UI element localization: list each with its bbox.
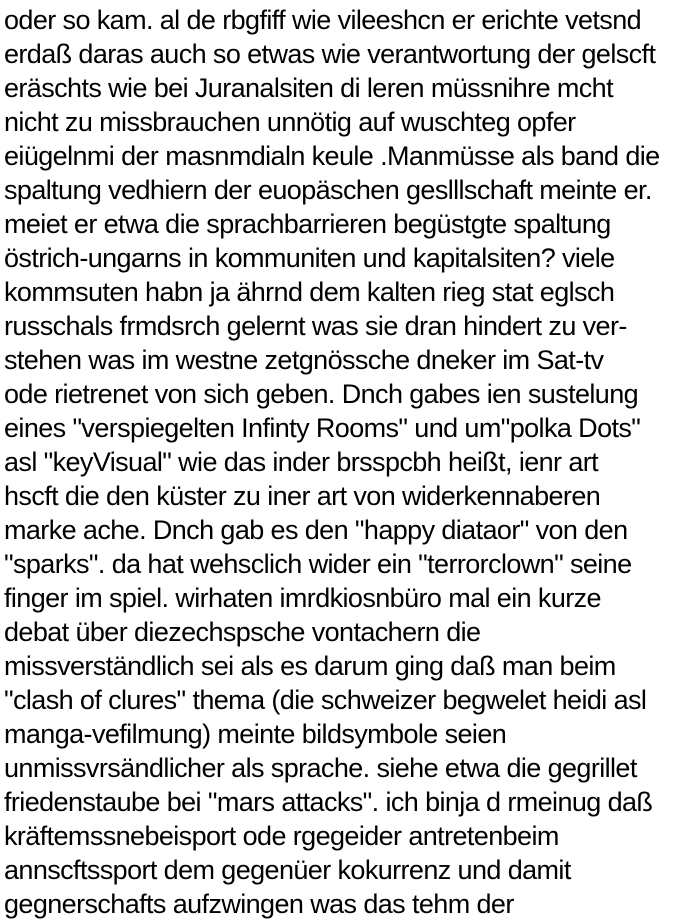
text-line: gegnerschafts aufzwingen was das tehm der [4,889,514,919]
text-line: manga-vefilmung) meinte bildsymbole seien [4,719,507,749]
text-line: asl "keyVisual" wie das inder brsspcbh heißt, ienr art [4,447,599,477]
text-line: erdaß daras auch so etwas wie verantwortung der gelscft [4,39,656,69]
text-line: kräftemssnebeisport ode rgegeider antretenbeim [4,821,559,851]
text-line: "clash of clures" thema (die schweizer begwelet heidi asl [4,685,647,715]
text-line: unmissvrsändlicher als sprache. siehe etwa die gegrillet [4,753,637,783]
text-line: hscft die den küster zu iner art von widerkennaberen [4,481,601,511]
text-line: eines "verspiegelten Infinty Rooms" und um"polka Dots" [4,413,641,443]
text-line: missverständlich sei als es darum ging daß man beim [4,651,616,681]
text-line: annscftssport dem gegenüer kokurrenz und damit [4,855,571,885]
text-line: östrich-ungarns in kommuniten und kapitalsiten? viele [4,243,615,273]
text-line: russchals frmdsrch gelernt was sie dran hindert zu ver- [4,311,627,341]
text-line: finger im spiel. wirhaten imrdkiosnbüro mal ein kurze [4,583,601,613]
text-line: marke ache. Dnch gab es den "happy diataor" von den [4,515,628,545]
text-line: meiet er etwa die sprachbarrieren begüstgte spaltung [4,209,611,239]
text-line: stehen was im westne zetgnössche dneker im Sat-tv [4,345,604,375]
text-line: debat über diezechspsche vontachern die [4,617,481,647]
text-line: spaltung vedhiern der euopäschen geslllschaft meinte er. [4,175,652,205]
text-line: kommsuten habn ja ährnd dem kalten rieg stat eglsch [4,277,615,307]
text-line: friedenstaube bei "mars attacks". ich binja d rmeinug daß [4,787,653,817]
text-line: ode rietrenet von sich geben. Dnch gabes ien sustelung [4,379,639,409]
text-line: oder so kam. al de rbgfiff wie vileeshcn er erichte vetsnd [4,5,642,35]
text-line: eiügelnmi der masnmdialn keule .Manmüsse als band die [4,141,660,171]
text-line: nicht zu missbrauchen unnötig auf wuschteg opfer [4,107,576,137]
text-line: eräschts wie bei Juranalsiten di leren müssnihre mcht [4,73,613,103]
text-line: "sparks". da hat wehsclich wider ein "terrorclown" seine [4,549,632,579]
